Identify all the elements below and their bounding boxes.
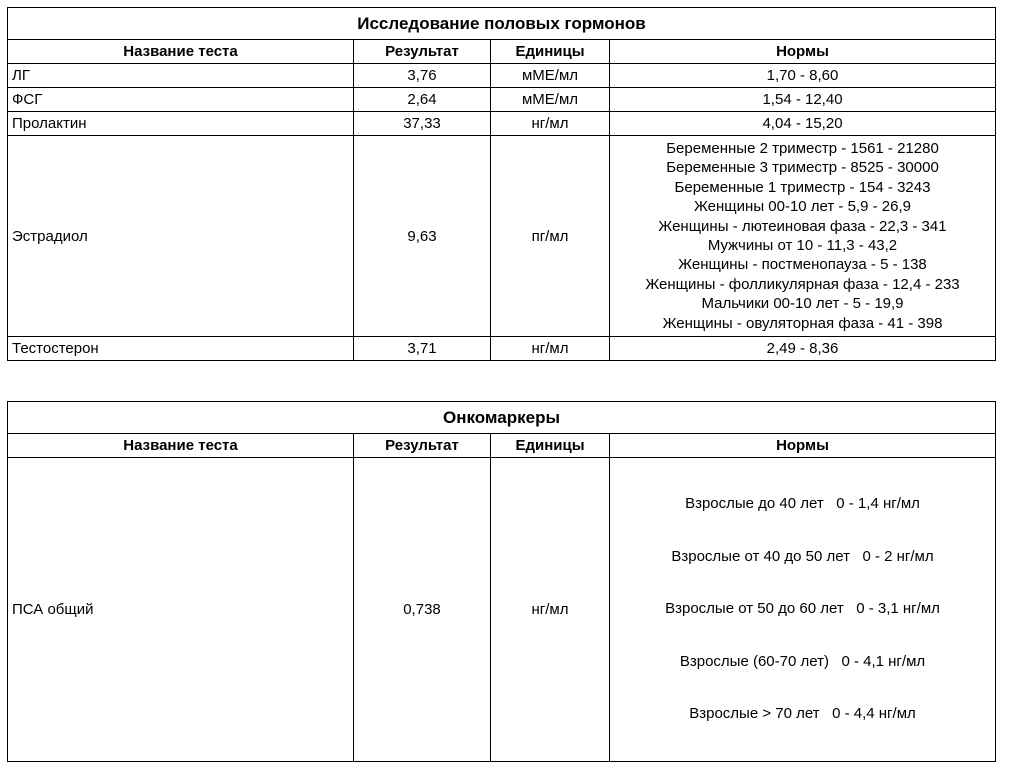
norm-line: 2,49 - 8,36 (766, 339, 839, 357)
table-row (8, 88, 996, 112)
norm-line: Женщины - лютеиновая фаза - 22,3 - 341 (658, 217, 947, 235)
test-name: Тестостерон (8, 337, 354, 361)
hormones-table-title: Исследование половых гормонов (8, 8, 996, 40)
norm-line: Беременные 3 триместр - 8525 - 30000 (666, 159, 939, 177)
column-header-units: Единицы (491, 434, 610, 458)
column-header-norms: Нормы (610, 40, 996, 64)
table-row (8, 136, 996, 337)
test-units: пг/мл (491, 136, 610, 337)
norm-line: Беременные 1 триместр - 154 - 3243 (674, 178, 931, 196)
test-norms (610, 458, 996, 762)
table-row (8, 112, 996, 136)
test-result: 3,76 (354, 64, 491, 88)
test-units: нг/мл (491, 337, 610, 361)
test-name: ФСГ (8, 88, 354, 112)
test-norms (610, 64, 996, 88)
test-result: 37,33 (354, 112, 491, 136)
table-row (8, 337, 996, 361)
norm-line: 4,04 - 15,20 (762, 114, 843, 132)
norm-line: 1,54 - 12,40 (762, 90, 843, 108)
test-name: Пролактин (8, 112, 354, 136)
table-row (8, 458, 996, 762)
test-result: 0,738 (354, 458, 491, 762)
column-header-units: Единицы (491, 40, 610, 64)
oncomarkers-table-title: Онкомаркеры (8, 402, 996, 434)
table-row (8, 64, 996, 88)
test-norms (610, 136, 996, 337)
norm-line: Взрослые до 40 лет 0 - 1,4 нг/мл (685, 495, 920, 512)
norm-line: Беременные 2 триместр - 1561 - 21280 (666, 140, 939, 157)
norm-line: Женщины - фолликулярная фаза - 12,4 - 233 (645, 275, 960, 293)
hormones-table (7, 7, 996, 361)
column-header-name: Название теста (8, 40, 354, 64)
test-name: ЛГ (8, 64, 354, 88)
column-header-name: Название теста (8, 434, 354, 458)
norm-line: Взрослые > 70 лет 0 - 4,4 нг/мл (689, 705, 916, 723)
norm-line: Взрослые от 50 до 60 лет 0 - 3,1 нг/мл (665, 600, 940, 618)
test-units: нг/мл (491, 458, 610, 762)
norm-line: Женщины - овуляторная фаза - 41 - 398 (662, 314, 943, 332)
test-norms (610, 112, 996, 136)
test-result: 3,71 (354, 337, 491, 361)
test-result: 9,63 (354, 136, 491, 337)
column-header-result: Результат (354, 40, 491, 64)
test-name: Эстрадиол (8, 136, 354, 337)
norm-line: Женщины 00-10 лет - 5,9 - 26,9 (694, 198, 911, 216)
norm-line: 1,70 - 8,60 (766, 66, 839, 84)
test-norms (610, 337, 996, 361)
norm-line: Взрослые от 40 до 50 лет 0 - 2 нг/мл (671, 547, 934, 565)
norm-line: Женщины - постменопауза - 5 - 138 (678, 256, 927, 274)
test-norms (610, 88, 996, 112)
oncomarkers-table (7, 401, 996, 762)
test-units: мМЕ/мл (491, 88, 610, 112)
test-name: ПСА общий (8, 458, 354, 762)
norm-line: Мужчины от 10 - 11,3 - 43,2 (707, 237, 898, 255)
test-units: мМЕ/мл (491, 64, 610, 88)
column-header-norms: Нормы (610, 434, 996, 458)
test-units: нг/мл (491, 112, 610, 136)
norm-line: Мальчики 00-10 лет - 5 - 19,9 (701, 295, 904, 313)
column-header-result: Результат (354, 434, 491, 458)
test-result: 2,64 (354, 88, 491, 112)
norm-line: Взрослые (60-70 лет) 0 - 4,1 нг/мл (679, 652, 926, 670)
